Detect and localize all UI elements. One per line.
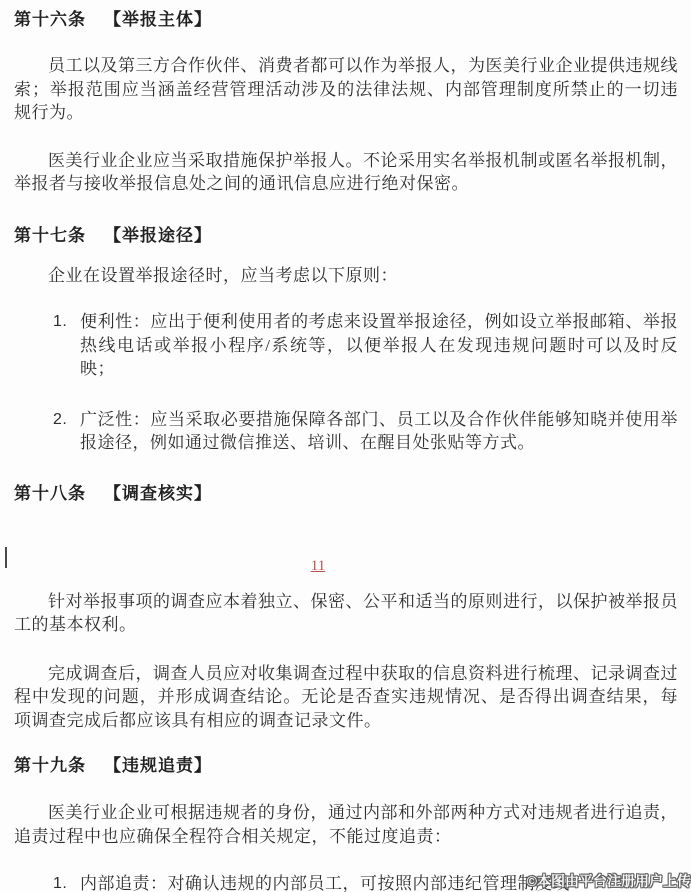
list-item (14, 408, 678, 455)
article-18-heading (14, 482, 678, 506)
paragraph: 企业在设置举报途径时，应当考虑以下原则： (48, 265, 398, 285)
paragraph: 完成调查后，调查人员应对收集调查过程中获取的信息资料进行梳理、记录调查过程中发现的问题，并形成调查结论。无论是否查实违规情况、是否得出调查结果，每项调查完成后都应该具有相应的调查记录文件。 (14, 663, 678, 730)
article-number: 第十九条 (14, 756, 86, 775)
article-number: 第十七条 (14, 225, 86, 245)
article-number: 第十八条 (14, 483, 86, 503)
article-title: 【举报途径】 (104, 225, 212, 245)
paragraph: 医美行业企业可根据违规者的身份，通过内部和外部两种方式对违规者进行追责，追责过程中也应确保全程符合相关规定，不能过度追责： (14, 803, 678, 846)
article-number: 第十六条 (14, 10, 86, 29)
article-17-heading (14, 224, 678, 248)
article-19-heading (14, 754, 678, 778)
page-number: 11 (310, 557, 326, 574)
article-title: 【举报主体】 (104, 10, 212, 29)
paragraph: 医美行业企业应当采取措施保护举报人。不论采用实名举报机制或匿名举报机制，举报者与接收举报信息处之间的通讯信息应进行绝对保密。 (14, 150, 678, 193)
text-cursor-bar (5, 547, 7, 568)
article-title: 【违规追责】 (104, 756, 212, 775)
article-title: 【调查核实】 (104, 483, 212, 503)
list-item (14, 310, 678, 381)
list-number: 2. (53, 410, 68, 428)
list-number: 1. (53, 875, 68, 892)
watermark: ©本图由平台注册用户上传 (526, 873, 691, 889)
paragraph: 针对举报事项的调查应本着独立、保密、公平和适当的原则进行，以保护被举报员工的基本权利。 (14, 591, 678, 634)
list-item-text: 内部追责：对确认违规的内部员工，可按照内部违纪管理制度或 (80, 874, 570, 892)
list-number: 1. (53, 313, 68, 330)
list-item-text: 便利性：应出于便利使用者的考虑来设置举报途径，例如设立举报邮箱、举报热线电话或举报小程序/系统等，以便举报人在发现违规问题时可以及时反映； (80, 312, 678, 378)
paragraph: 员工以及第三方合作伙伴、消费者都可以作为举报人，为医美行业企业提供违规线索；举报范围应当涵盖经营管理活动涉及的法律法规、内部管理制度所禁止的一切违规行为。 (14, 56, 678, 122)
list-item-text: 广泛性：应当采取必要措施保障各部门、员工以及合作伙伴能够知晓并使用举报途径，例如通过微信推送、培训、在醒目处张贴等方式。 (80, 409, 678, 452)
article-16-heading (14, 8, 678, 32)
